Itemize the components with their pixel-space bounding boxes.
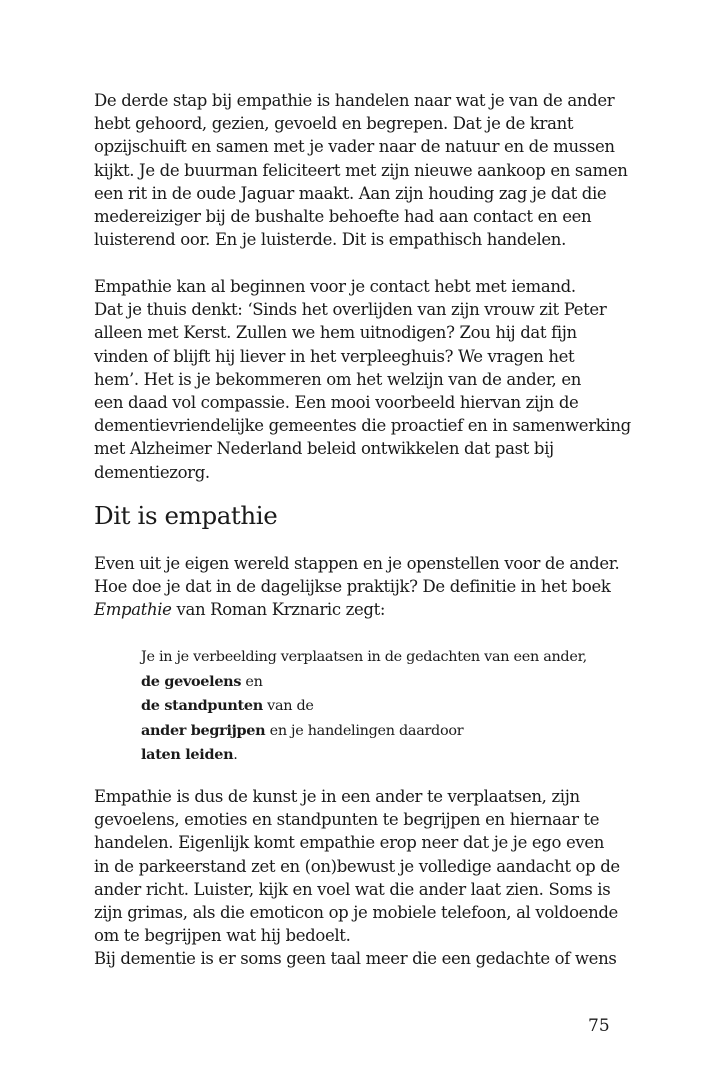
text-line: medereiziger bij de bushalte behoefte had aan contact en een (94, 207, 592, 227)
text-fragment: en (241, 673, 263, 690)
text-line: Even uit je eigen wereld stappen en je openstellen voor de ander. (94, 554, 620, 573)
text-line: opzijschuift en samen met je vader naar de natuur en de mussen (94, 137, 615, 157)
book-title: Empathie (94, 600, 172, 620)
text-fragment: en je handelingen daardoor (265, 722, 464, 739)
section-heading: Dit is empathie (94, 501, 278, 530)
text-line: zijn grimas, als die emoticon op je mobiele telefoon, al voldoende (94, 903, 618, 923)
text-line: met Alzheimer Nederland beleid ontwikkelen dat past bij (94, 439, 554, 459)
text-line (94, 598, 614, 621)
text-line: in de parkeerstand zet en (on)bewust je volledige aandacht op de (94, 856, 620, 876)
text-line: ander richt. Luister, kijk en voel wat die ander laat zien. Soms is (94, 879, 611, 899)
quote-line (141, 670, 601, 695)
text-line: om te begrijpen wat hij bedoelt. (94, 926, 351, 946)
paragraph-handelen (94, 89, 628, 251)
text-line: dementievriendelijke gemeentes die proactief en in samenwerking (94, 416, 631, 436)
paragraph-compassie (94, 275, 631, 484)
text-line: alleen met Kerst. Zullen we hem uitnodigen? Zou hij dat fijn (94, 323, 577, 343)
text-line: gevoelens, emoties en standpunten te begrijpen en hiernaar te (94, 810, 600, 830)
text-line: een rit in de oude Jaguar maakt. Aan zijn houding zag je dat die (94, 183, 607, 203)
text-line: De derde stap bij empathie is handelen naar wat je van de ander (94, 91, 615, 110)
text-line: Hoe doe je dat in de dagelijkse praktijk? De definitie in het boek (94, 577, 611, 597)
emphasis: de standpunten (141, 697, 263, 714)
text-line: luisterend oor. En je luisterde. Dit is empathisch handelen. (94, 230, 566, 250)
quote-line: Je in je verbeelding verplaatsen in de gedachten van een ander, (141, 649, 587, 665)
text-line: hem’. Het is je bekommeren om het welzijn van de ander, en (94, 369, 582, 389)
text-line: Empathie kan al beginnen voor je contact hebt met iemand. (94, 277, 576, 296)
page-number: 75 (588, 1016, 610, 1036)
text-fragment: van Roman Krznaric zegt: (171, 600, 386, 620)
emphasis: de gevoelens (141, 672, 242, 690)
text-fragment: van de (262, 698, 314, 714)
paragraph-kunst (94, 785, 620, 971)
emphasis: ander begrijpen (141, 721, 266, 739)
text-line: kijkt. Je de buurman feliciteert met zijn nieuwe aankoop en samen (94, 160, 628, 180)
definition-quote (141, 646, 601, 768)
quote-line (141, 719, 601, 744)
text-line: vinden of blijft hij liever in het verpleeghuis? We vragen het (94, 346, 575, 366)
text-line: Bij dementie is er soms geen taal meer die een gedachte of wens (94, 949, 617, 969)
paragraph-definitie-intro (94, 552, 620, 622)
text-line: handelen. Eigenlijk komt empathie erop neer dat je je ego even (94, 833, 605, 853)
text-fragment: . (233, 747, 238, 763)
text-line: een daad vol compassie. Een mooi voorbeeld hiervan zijn de (94, 393, 579, 413)
text-line: dementiezorg. (94, 462, 210, 482)
quote-line (141, 694, 601, 719)
emphasis: laten leiden (141, 746, 234, 763)
text-line: hebt gehoord, gezien, gevoeld en begrepen. Dat je de krant (94, 114, 574, 134)
text-line: Dat je thuis denkt: ‘Sinds het overlijden van zijn vrouw zit Peter (94, 300, 607, 320)
text-line: Empathie is dus de kunst je in een ander te verplaatsen, zijn (94, 787, 580, 806)
quote-line (141, 743, 601, 768)
